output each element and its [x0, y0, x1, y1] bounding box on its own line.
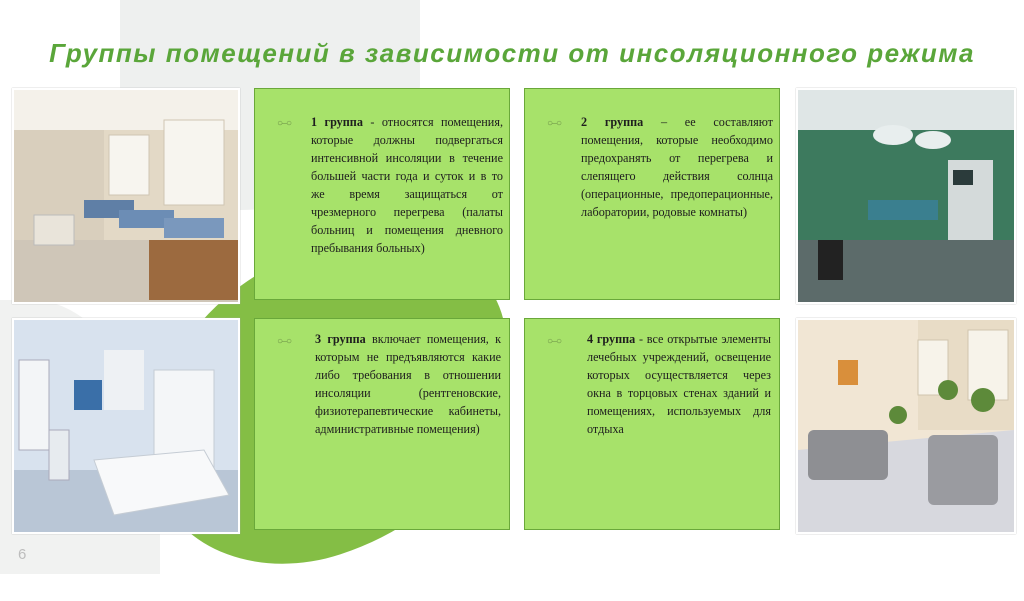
page-number: 6: [18, 546, 27, 563]
group-3-description: включает помещения, к которым не предъявляются какие либо требования в отношении инсоляции (рентгеновские, физиотерапевтические кабинеты, административные помещения): [315, 332, 502, 436]
bullet-icon: ○–○: [547, 336, 562, 347]
group-4-card: [524, 318, 780, 530]
group-2-card: [524, 88, 780, 300]
bullet-icon: ○–○: [547, 118, 562, 129]
lounge-hall-photo: [796, 318, 1016, 534]
group-4-heading: 4 группа: [587, 332, 636, 346]
bullet-icon: ○–○: [277, 118, 292, 129]
group-2-description: – ее составляют помещения, которые необходимо предохранять от перегрева и слепящего действия солнца (операционные, предоперационные, лаборатории, родовые комнаты): [581, 115, 773, 219]
group-4-text: [587, 330, 771, 438]
group-3-heading: 3 группа: [315, 332, 366, 346]
group-1-card: [254, 88, 510, 300]
bullet-icon: ○–○: [277, 336, 292, 347]
group-3-text: [315, 330, 501, 438]
group-3-card: [254, 318, 510, 530]
x-ray-room-photo: [12, 318, 240, 534]
hospital-ward-photo: [12, 88, 240, 304]
group-1-text: [311, 113, 503, 257]
group-2-heading: 2 группа: [581, 115, 644, 129]
group-2-text: [581, 113, 773, 221]
slide-title: Группы помещений в зависимости от инсоляционного режима: [49, 38, 975, 68]
group-4-description: - все открытые элементы лечебных учреждений, освещение которых осуществляется через окна в торцовых стенах зданий и помещениях, используемых для отдыха: [587, 332, 771, 436]
group-1-heading: 1 группа: [311, 115, 363, 129]
operating-room-photo: [796, 88, 1016, 304]
group-1-description: - относятся помещения, которые должны подвергаться интенсивной инсоляции в течение большей части года и суток и в то же время защищаться от чрезмерного перегрева (палаты больниц и помещения дневного пребывания больных): [311, 115, 503, 255]
